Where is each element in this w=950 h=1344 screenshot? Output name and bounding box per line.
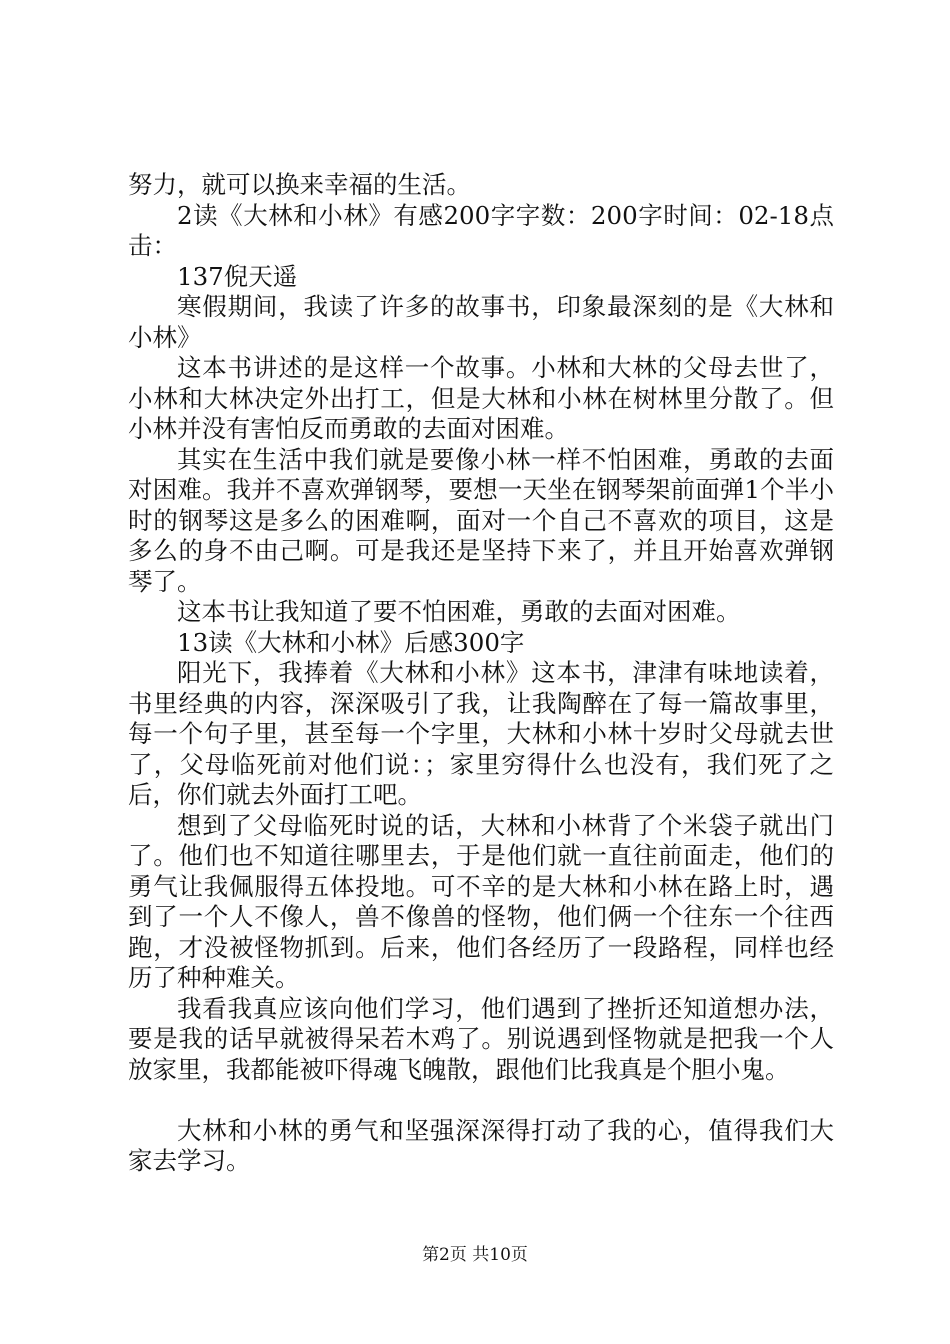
paragraph: 我看我真应该向他们学习，他们遇到了挫折还知道想办法，要是我的话早就被得呆若木鸡了。别说遇到怪物就是把我一个人放家里，我都能被吓得魂飞魄散，跟他们比我真是个胆小鬼。 <box>128 993 834 1084</box>
author-line: 137倪天遥 <box>177 261 298 291</box>
paragraph: 寒假期间，我读了许多的故事书，印象最深刻的是《大林和小林》 <box>128 292 834 352</box>
paragraph: 想到了父母临死时说的话，大林和小林背了个米袋子就出门了。他们也不知道往哪里去，于是他们就一直往前面走，他们的勇气让我佩服得五体投地。可不辛的是大林和小林在路上时，遇到了一个人不像人，兽不像兽的怪物，他们俩一个往东一个往西跑，才没被怪物抓到。后来，他们各经历了一段路程，同样也经历了种种难关。 <box>128 810 834 992</box>
paragraph-conclusion: 大林和小林的勇气和坚强深深得打动了我的心，值得我们大家去学习。 <box>128 1115 834 1175</box>
paragraph: 阳光下，我捧着《大林和小林》这本书，津津有味地读着，书里经典的内容，深深吸引了我，让我陶醉在了每一篇故事里，每一个句子里，甚至每一个字里，大林和小林十岁时父母就去世了，父母临死前对他们说：；家里穷得什么也没有，我们死了之后，你们就去外面打工吧。 <box>128 658 834 809</box>
document-body <box>128 170 834 1177</box>
paragraph: 其实在生活中我们就是要像小林一样不怕困难，勇敢的去面对困难。我并不喜欢弹钢琴，要想一天坐在钢琴架前面弹1个半小时的钢琴这是多么的困难啊，面对一个自己不喜欢的项目，这是多么的身不由己啊。可是我还是坚持下来了，并且开始喜欢弹钢琴了。 <box>128 444 834 596</box>
paragraph-continuation: 努力，就可以换来幸福的生活。 <box>128 170 471 199</box>
page-number: 第2页 共10页 <box>422 1245 528 1265</box>
article-heading-13: 13读《大林和小林》后感300字 <box>177 627 525 657</box>
paragraph: 这本书讲述的是这样一个故事。小林和大林的父母去世了，小林和大林决定外出打工，但是大林和小林在树林里分散了。但小林并没有害怕反而勇敢的去面对困难。 <box>128 353 834 443</box>
article-heading-2: 2读《大林和小林》有感200字字数：200字时间：02-18点击： <box>128 200 834 260</box>
paragraph: 这本书让我知道了要不怕困难，勇敢的去面对困难。 <box>177 597 741 626</box>
